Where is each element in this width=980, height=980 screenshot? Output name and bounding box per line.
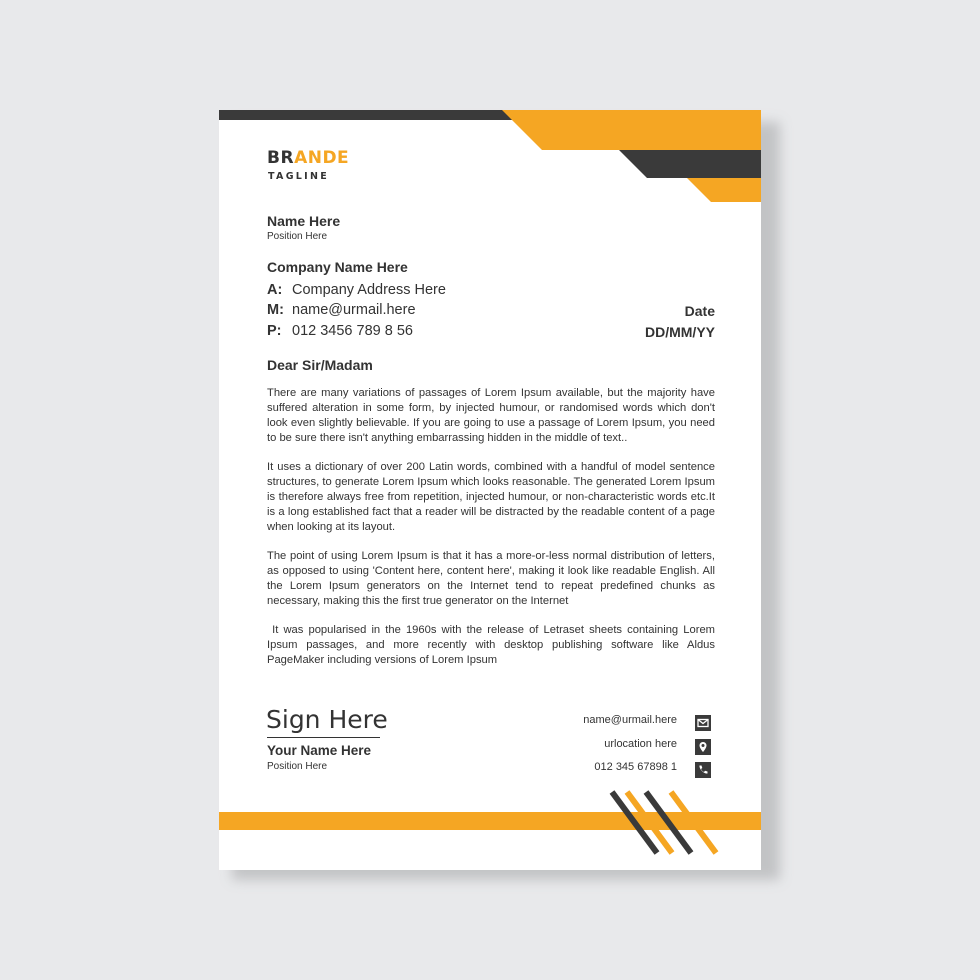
brand-name-part1: BR	[267, 148, 295, 168]
signature-line	[267, 737, 380, 738]
sender-position: Position Here	[267, 231, 328, 242]
envelope-icon	[695, 715, 711, 731]
email-value: name@urmail.here	[292, 302, 416, 318]
footer-email: name@urmail.here	[583, 714, 677, 726]
header-accent-band	[502, 110, 761, 150]
phone-icon	[695, 762, 711, 778]
footer-location: urlocation here	[604, 738, 677, 750]
paragraph-2: It uses a dictionary of over 200 Latin words, combined with a handful of model sentence structures, to generate Lorem Ipsum which looks reasonable. The generated Lorem Ipsum is therefore always free from repetition, injected humour, or non-characteristic words etc.It is a long established fact that a reader will be distracted by the readable content of a page when looking at its layout.	[267, 461, 715, 533]
date-label: Date	[684, 303, 715, 319]
address-value: Company Address Here	[292, 282, 446, 298]
email-label: M:	[267, 302, 284, 318]
brand-logo	[267, 150, 349, 167]
signer-name: Your Name Here	[267, 743, 372, 758]
address-label: A:	[267, 282, 283, 298]
header-dark-band	[619, 150, 761, 178]
brand-name-part2: ANDE	[294, 148, 350, 168]
email-row	[267, 303, 416, 318]
brand-tagline: TAGLINE	[268, 171, 330, 182]
map-pin-icon	[695, 739, 711, 755]
footer-accent-band	[219, 812, 761, 830]
footer-phone: 012 345 67898 1	[594, 761, 677, 773]
letterhead-page	[219, 110, 761, 870]
date-value: DD/MM/YY	[645, 324, 715, 340]
phone-row	[267, 324, 413, 339]
phone-label: P:	[267, 323, 282, 339]
signer-position: Position Here	[267, 761, 328, 772]
paragraph-4: It was popularised in the 1960s with the release of Letraset sheets containing Lorem Ipsum passages, and more recently with desktop publishing software like Aldus PageMaker including versions of Lorem Ipsum	[267, 624, 719, 666]
phone-value: 012 3456 789 8 56	[292, 323, 413, 339]
letter-body	[267, 386, 719, 682]
salutation: Dear Sir/Madam	[267, 357, 373, 373]
header-accent-tab	[687, 178, 761, 202]
sender-name: Name Here	[267, 213, 341, 229]
paragraph-3: The point of using Lorem Ipsum is that it has a more-or-less normal distribution of letters, as opposed to using 'Content here, content here', making it look like readable English. All the Lorem Ipsum generators on the Internet tend to repeat predefined chunks as necessary, making this the first true generator on the Internet	[267, 550, 715, 607]
header-dark-bar	[219, 110, 519, 120]
address-row	[267, 283, 446, 298]
footer-decoration	[219, 780, 761, 870]
company-name: Company Name Here	[267, 259, 408, 275]
paragraph-1: There are many variations of passages of Lorem Ipsum available, but the majority have suffered alteration in some form, by injected humour, or randomised words which don't look even slightly believable. If you are going to use a passage of Lorem Ipsum, you need to be sure there isn't anything embarrassing hidden in the middle of text..	[267, 387, 715, 444]
signature-placeholder: Sign Here	[266, 705, 388, 734]
